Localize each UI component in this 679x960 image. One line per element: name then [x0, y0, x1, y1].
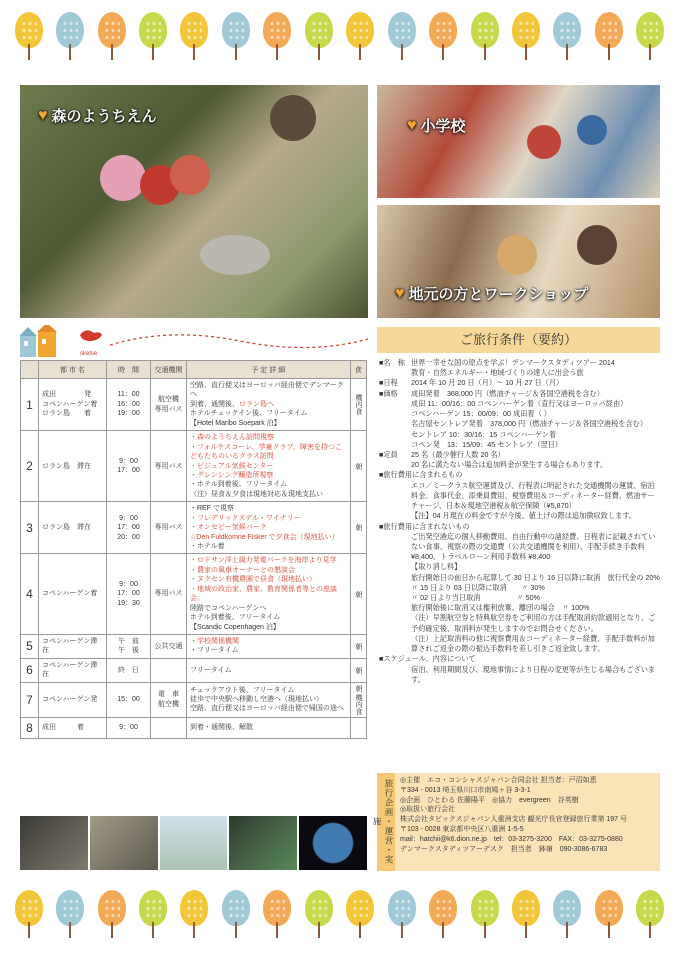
strip-photo: [299, 816, 367, 870]
condition-line: ■スケジュール、内容について: [379, 654, 476, 664]
tree-icon: [550, 882, 584, 942]
condition-line: ■名 称 世界一幸せな国の原点を学ぶ！デンマークスタディツアー 2014: [379, 358, 615, 367]
transport-cell: 専用バス: [151, 431, 187, 502]
city-cell: 成田 発 コペンハーゲン着 ロラン島 着: [39, 379, 107, 431]
condition-line: セントレア 10：30/16：15 コペンハーゲン着: [411, 429, 557, 439]
time-cell: 9：00 17：00 20：00: [107, 502, 151, 554]
tree-icon: [509, 882, 543, 942]
day-cell: 8: [21, 717, 39, 738]
meal-cell: 朝: [350, 502, 366, 554]
meal-cell: 朝: [350, 658, 366, 682]
table-row: [21, 658, 367, 682]
school-photo: [377, 85, 660, 198]
transport-cell: 電 車 航空機: [151, 682, 187, 717]
heart-icon: ♥: [38, 106, 48, 124]
contact-line: mail：hatchii@k6.dion.ne.jp tel：03-3275-3200 FAX：03-3275-0880: [400, 835, 623, 843]
day-cell: 1: [21, 379, 39, 431]
tree-icon: [219, 882, 253, 942]
tree-icon: [12, 4, 46, 64]
tree-icon: [509, 4, 543, 64]
condition-line: 【注】04 月現在の料金ですが今後、値上げの際は追加徴収致します。: [411, 511, 637, 521]
strip-photo: [20, 816, 88, 870]
condition-line: 【取り消し料】: [411, 562, 462, 572]
strip-photo: [90, 816, 158, 870]
contact-text: [395, 773, 632, 871]
condition-line: 旅行開始日の前日から起算して 30 日より 16 日以降に取消 旅行代金の 20%: [411, 572, 660, 582]
school-caption: ♥ 小学校: [407, 116, 466, 135]
condition-line: エコ／ミークラス航空運賃及び、行程表に明記された交通機関の運賃、宿泊料金、食事代金、添乗員費用、視察費用＆コーディネーター経費、燃油サーチャージ、日本＆現地空港税＆航空保険（¥5,870）: [411, 480, 655, 511]
workshop-photo: [377, 205, 660, 318]
condition-line: コペン発 13：15/09：45 セントレア（翌日）: [411, 439, 562, 449]
transport-cell: 専用バス: [151, 502, 187, 554]
schedule-cell: ・学校関係機関 ・フリータイム: [187, 634, 351, 658]
tree-icon: [302, 882, 336, 942]
contact-line: ◎企画 ひとわる 佐藤陽平 ◎協力 evergreen 谷英樹: [400, 796, 579, 804]
meal-cell: 機内食: [350, 379, 366, 431]
table-row: [21, 554, 367, 635]
condition-line: 20 名に満たない場合は追加料金が発生する場合もあります。: [411, 460, 608, 470]
condition-line: 旅行開始後に取消又は権利放棄、離団の場合 〃 100%: [411, 603, 590, 613]
condition-line: 名古屋セントレア発着 378,000 円（燃油チャージ＆各国空港税を含む）: [411, 419, 648, 429]
contact-line: 〒334 - 0013 埼玉県川口市南鳩ヶ谷 3-3-1: [400, 786, 531, 794]
itinerary-table: [20, 360, 367, 739]
tree-icon: [385, 4, 419, 64]
schedule-cell: フリータイム: [187, 658, 351, 682]
condition-line: ■価格 成田発着 368,000 円（燃油チャージ＆各国空港税を含む）: [379, 388, 604, 398]
condition-line: ■旅行費用に含まれるもの: [379, 470, 463, 480]
col-transport: 交通機関: [151, 361, 187, 379]
tree-icon: [426, 882, 460, 942]
top-tree-border: [0, 4, 679, 74]
city-cell: ロラン島 滞在: [39, 502, 107, 554]
tree-icon: [343, 882, 377, 942]
condition-line: （注）上記取消料の他に視察費用＆コーディネーター経費、手配手数料が加算されご返金の際の振込手数料を差し引きご返金致します。: [411, 633, 655, 654]
tree-icon: [136, 4, 170, 64]
schedule-cell: 到着・通関後、解散: [187, 717, 351, 738]
tree-icon: [260, 4, 294, 64]
bottom-tree-border: [0, 882, 679, 952]
table-row: [21, 717, 367, 738]
condition-line: コペンハーゲン 15：00/09：00 成田着（ ）: [411, 409, 551, 419]
schedule-cell: ・REF で視察 ・フレデリックスデル・ワイナリー ・オンセビー気候パーク ☆Den Fuldkomne Fisker で夕食会（現地払い） ・ホテル着: [187, 502, 351, 554]
city-cell: コペンハーゲン発: [39, 682, 107, 717]
tree-icon: [468, 4, 502, 64]
col-time: 時 間: [107, 361, 151, 379]
bird-label: sketsè: [80, 351, 98, 357]
condition-line: 成田 11：00/16：00 コペンハーゲン着（直行又はヨーロッパ経由）: [411, 398, 628, 408]
city-cell: ロラン島 滞在: [39, 431, 107, 502]
condition-line: （注）早割航空券と特典航空券をご利用の方は手配取消約款適用となり、ご予約確定後、取消料が発生しますのでお問合せください。: [411, 613, 656, 633]
schedule-cell: ・ロドサン洋上風力発電パークを海岸より見学 ・農家の風車オーナーとの懇談会 ・ヌクセン有機農園で昼食（現地払い） ・地域の政治家、農家、教育関係者等との座談会。 陸路でコペンハーゲンへ ホテル到着後、フリータイム 【Scandic Copenhagen 泊】: [187, 554, 351, 635]
tree-icon: [53, 4, 87, 64]
tree-icon: [260, 882, 294, 942]
tree-icon: [468, 882, 502, 942]
schedule-cell: チェックアウト後、フリータイム 徒歩で中央駅へ移動し空港へ（現地払い） 空路、直行便又はヨーロッパ経由便で帰国の途へ: [187, 682, 351, 717]
time-cell: 11：00 16：00 19：00: [107, 379, 151, 431]
city-cell: コペンハーゲン滞在: [39, 658, 107, 682]
contact-line: デンマークスタディツアーデスク 担当者 鉢嶺 090-3086-6783: [400, 845, 608, 853]
condition-line: 教育・自然エネルギー・地域づくりの達人に出会う旅: [411, 368, 584, 378]
tree-icon: [592, 882, 626, 942]
condition-line: 〃 02 日より当日取消 〃 50%: [411, 593, 540, 603]
city-cell: コペンハーゲン滞在: [39, 634, 107, 658]
condition-line: 宿泊、利用期間及び、現地事情により日程の変更等が生じる場合もございます。: [411, 664, 656, 684]
transport-cell: [151, 717, 187, 738]
col-city: 都 市 名: [39, 361, 107, 379]
tree-icon: [53, 882, 87, 942]
houses-bird-decoration: [20, 325, 368, 359]
tree-icon: [550, 4, 584, 64]
day-cell: 6: [21, 658, 39, 682]
workshop-caption: ♥ 地元の方とワークショップ: [395, 284, 589, 303]
contact-side-label: 旅行企画・運営・実施: [377, 773, 395, 871]
tree-icon: [592, 4, 626, 64]
tree-icon: [385, 882, 419, 942]
contact-line: ◎取扱い旅行会社: [400, 806, 456, 814]
city-cell: 成田 着: [39, 717, 107, 738]
meal-cell: [350, 717, 366, 738]
table-row: [21, 682, 367, 717]
tree-icon: [136, 882, 170, 942]
condition-line: ご出発空港迄の個人移動費用、自由行動中の諸経費、日程表に記載されていない食事、視察の際の交通費（公共交通機関を利用）、手配手続き手数料 ¥8,400、トラベルローン利用手数料 ¥8,400: [411, 531, 656, 562]
tree-icon: [426, 4, 460, 64]
conditions-body: [379, 358, 660, 685]
schedule-cell: ・森のようちえん訪問視察 ・フォルケスコーレ、学童クラブ、障害を持つこどもたちのいるクラス訪問 ・ビジュアル気候センター ・グレンシング醸造所視察 ・ホテル到着後、フリータイム （注）昼食＆夕食は現地対応＆現地支払い: [187, 431, 351, 502]
condition-line: 〃 15 日より 03 日以降に取消 〃 30%: [411, 582, 545, 592]
time-cell: 9：00: [107, 717, 151, 738]
contact-line: 株式会社タビックスジャパン人重洲支店 観光庁長官登録旅行業第 197 号: [400, 816, 628, 824]
time-cell: 午 前 午 後: [107, 634, 151, 658]
tree-icon: [633, 4, 667, 64]
tree-icon: [219, 4, 253, 64]
day-cell: 3: [21, 502, 39, 554]
table-row: [21, 431, 367, 502]
contact-box: [372, 773, 660, 871]
day-cell: 4: [21, 554, 39, 635]
kindergarten-caption: ♥ 森のようちえん: [38, 106, 157, 125]
condition-line: ■日程 2014 年 10 月 20 日（月）～ 10 月 27 日（月）: [379, 378, 564, 388]
tree-icon: [302, 4, 336, 64]
meal-cell: 朝 機内食: [350, 682, 366, 717]
day-cell: 5: [21, 634, 39, 658]
transport-cell: 航空機 専用バス: [151, 379, 187, 431]
meal-cell: 朝: [350, 431, 366, 502]
tree-icon: [12, 882, 46, 942]
tree-icon: [95, 882, 129, 942]
table-row: [21, 502, 367, 554]
col-meal: 食: [350, 361, 366, 379]
time-cell: 9：00 17：00 19：30: [107, 554, 151, 635]
table-row: [21, 379, 367, 431]
transport-cell: 専用バス: [151, 554, 187, 635]
strip-photo: [160, 816, 228, 870]
schedule-cell: 空路、直行便又はヨーロッパ経由便でデンマークへ 到着、通関後、ロラン島へ ホテルチェックイン後、フリータイム 【Hotel Maribo Soepark 泊】: [187, 379, 351, 431]
tree-icon: [177, 4, 211, 64]
strip-photo: [229, 816, 297, 870]
photo-strip: [20, 816, 367, 870]
conditions-title: ご旅行条件（要約）: [377, 327, 660, 353]
city-cell: コペンハーゲン着: [39, 554, 107, 635]
tree-icon: [343, 4, 377, 64]
time-cell: 9：00 17：00: [107, 431, 151, 502]
heart-icon: ♥: [407, 116, 417, 134]
condition-line: ■定員 25 名（最少催行人数 20 名）: [379, 449, 505, 459]
tree-icon: [177, 882, 211, 942]
contact-line: ◎主催 エコ・コンシャスジャパン合同会社 担当者：戸沼如恵: [400, 777, 597, 784]
condition-line: ■旅行費用に含まれないもの: [379, 521, 470, 531]
time-cell: 終 日: [107, 658, 151, 682]
transport-cell: 公共交通: [151, 634, 187, 658]
contact-line: 〒103 - 0028 東京都中央区八重洲 1-5-5: [400, 825, 524, 833]
meal-cell: 朝: [350, 554, 366, 635]
time-cell: 15：00: [107, 682, 151, 717]
table-row: [21, 634, 367, 658]
day-cell: 2: [21, 431, 39, 502]
transport-cell: [151, 658, 187, 682]
col-schedule: 予 定 詳 細: [187, 361, 351, 379]
day-cell: 7: [21, 682, 39, 717]
tree-icon: [633, 882, 667, 942]
heart-icon: ♥: [395, 284, 405, 302]
kindergarten-photo: [20, 85, 368, 318]
meal-cell: 朝: [350, 634, 366, 658]
tree-icon: [95, 4, 129, 64]
